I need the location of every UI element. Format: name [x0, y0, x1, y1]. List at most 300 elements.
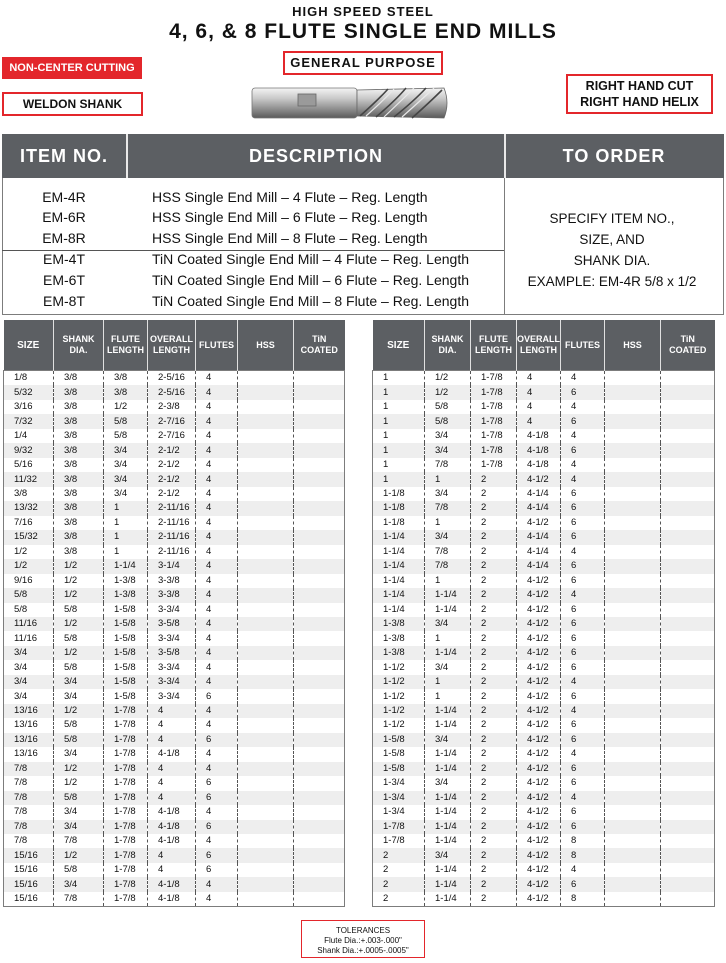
overall-length-cell: 4-1/2 [517, 617, 561, 631]
overall-length-cell: 4-1/2 [517, 603, 561, 617]
table-row [4, 704, 345, 718]
flute-length-cell: 1-3/8 [104, 574, 148, 588]
table-row [4, 646, 345, 660]
item-number: EM-8R [42, 230, 86, 246]
flute-length-cell: 2 [471, 877, 517, 891]
overall-length-cell: 4 [517, 371, 561, 386]
shank-cell: 5/8 [425, 414, 471, 428]
tin-cell [294, 545, 345, 559]
col-flute-length-line: FLUTE [111, 334, 140, 344]
tin-cell [294, 834, 345, 848]
tin-cell [294, 646, 345, 660]
shank-cell: 3/8 [54, 414, 104, 428]
overall-length-cell: 3-3/4 [148, 660, 196, 674]
flute-length-cell: 1-7/8 [104, 718, 148, 732]
table-row [373, 718, 715, 732]
size-cell: 3/4 [4, 646, 54, 660]
shank-cell: 3/4 [425, 848, 471, 862]
flute-length-cell: 3/4 [104, 458, 148, 472]
tin-cell [294, 675, 345, 689]
hss-cell [605, 660, 661, 674]
flutes-cell: 4 [196, 371, 238, 386]
flute-length-cell: 1-7/8 [104, 877, 148, 891]
size-cell: 1-1/2 [383, 661, 405, 673]
shank-cell: 1/2 [54, 588, 104, 602]
hss-cell [238, 400, 294, 414]
flute-length-cell: 2 [471, 617, 517, 631]
flutes-cell: 6 [196, 848, 238, 862]
hss-cell [605, 545, 661, 559]
tin-cell [661, 689, 715, 703]
flute-length-cell: 2 [471, 776, 517, 790]
size-cell: 7/8 [4, 762, 54, 776]
overall-length-cell: 3-5/8 [148, 646, 196, 660]
size-cell: 1 [383, 430, 389, 442]
flute-length-cell: 1-7/8 [104, 805, 148, 819]
flutes-cell: 8 [561, 834, 605, 848]
flute-length-cell: 1-5/8 [104, 646, 148, 660]
col-flute-length [104, 320, 148, 371]
hss-cell [238, 892, 294, 907]
shank-cell: 1-1/4 [425, 791, 471, 805]
table-row [373, 458, 715, 472]
hss-cell [605, 501, 661, 515]
table-row [373, 574, 715, 588]
flutes-cell: 4 [196, 646, 238, 660]
tin-cell [661, 675, 715, 689]
tin-cell [661, 400, 715, 414]
tin-cell [294, 704, 345, 718]
size-cell: 7/8 [4, 791, 54, 805]
col-flutes: FLUTES [196, 320, 238, 371]
size-cell: 13/16 [14, 719, 38, 731]
flute-length-cell: 1-7/8 [104, 762, 148, 776]
size-cell: 1-1/8 [373, 501, 425, 515]
spec-table-left [3, 320, 345, 907]
col-flute-length-line: FLUTE [479, 334, 508, 344]
flute-length-cell: 1-7/8 [471, 429, 517, 443]
hss-cell [605, 762, 661, 776]
col-flute-length [471, 320, 517, 371]
flutes-cell: 4 [196, 472, 238, 486]
flutes-cell: 4 [196, 660, 238, 674]
flutes-cell: 4 [196, 892, 238, 907]
table-row [373, 834, 715, 848]
shank-cell: 3/4 [425, 487, 471, 501]
hss-cell [605, 443, 661, 457]
size-cell: 1-3/4 [383, 806, 405, 818]
col-to-order: TO ORDER [562, 146, 666, 166]
hss-cell [238, 501, 294, 515]
to-order-line: SHANK DIA. [573, 253, 651, 268]
tin-cell [294, 574, 345, 588]
flute-length-cell: 3/4 [104, 472, 148, 486]
flutes-cell: 6 [561, 530, 605, 544]
item-description: TiN Coated Single End Mill – 4 Flute – Reg. Length [152, 251, 469, 267]
shank-cell: 5/8 [54, 733, 104, 747]
size-cell: 11/16 [4, 617, 54, 631]
hss-cell [238, 646, 294, 660]
col-hss: HSS [605, 320, 661, 371]
hss-cell [238, 487, 294, 501]
col-overall-length-line: LENGTH [520, 345, 557, 355]
col-shank-dia [54, 320, 104, 371]
tin-cell [294, 660, 345, 674]
flutes-cell: 4 [196, 414, 238, 428]
overall-length-cell: 2-7/16 [148, 414, 196, 428]
flute-length-cell: 2 [471, 588, 517, 602]
overall-length-cell: 4 [148, 704, 196, 718]
flutes-cell: 4 [196, 516, 238, 530]
shank-cell: 7/8 [425, 458, 471, 472]
shank-tolerance: Shank Dia.:+.0005-.0005" [317, 946, 409, 955]
size-cell: 1-1/4 [383, 603, 405, 615]
table-row [373, 660, 715, 674]
hss-cell [238, 516, 294, 530]
table-row [373, 443, 715, 457]
general-purpose-badge: GENERAL PURPOSE [283, 51, 443, 75]
flutes-cell: 4 [196, 834, 238, 848]
overall-length-cell: 4-1/2 [517, 718, 561, 732]
overall-length-cell: 2-1/2 [148, 472, 196, 486]
overall-length-cell: 4 [517, 400, 561, 414]
non-center-cutting-badge: NON-CENTER CUTTING [2, 57, 142, 79]
hss-cell [605, 588, 661, 602]
table-row [4, 400, 345, 414]
shank-cell: 3/8 [54, 429, 104, 443]
flutes-cell: 8 [561, 848, 605, 862]
hss-cell [238, 791, 294, 805]
overall-length-cell: 4-1/2 [517, 877, 561, 891]
flutes-cell: 6 [561, 516, 605, 530]
page-title: 4, 6, & 8 FLUTE SINGLE END MILLS [169, 20, 557, 43]
size-cell: 7/16 [14, 516, 33, 528]
table-row [373, 776, 715, 790]
flutes-cell: 4 [196, 603, 238, 617]
col-overall-length [148, 320, 196, 371]
overall-length-cell: 4-1/2 [517, 892, 561, 907]
weldon-shank-badge: WELDON SHANK [2, 92, 143, 116]
size-cell: 1 [373, 443, 425, 457]
tin-cell [661, 791, 715, 805]
hss-cell [605, 617, 661, 631]
size-cell: 7/8 [4, 820, 54, 834]
overall-length-cell: 3-3/4 [148, 603, 196, 617]
flute-length-cell: 2 [471, 704, 517, 718]
flute-length-cell: 2 [471, 747, 517, 761]
flutes-cell: 6 [196, 689, 238, 703]
table-row [4, 877, 345, 891]
flutes-cell: 4 [561, 704, 605, 718]
overall-length-cell: 2-5/16 [148, 371, 196, 386]
flutes-cell: 4 [561, 747, 605, 761]
flutes-cell: 6 [196, 776, 238, 790]
flute-length-cell: 2 [471, 487, 517, 501]
hss-cell [605, 559, 661, 573]
overall-length-cell: 2-11/16 [148, 545, 196, 559]
tin-cell [294, 733, 345, 747]
tin-cell [661, 516, 715, 530]
size-cell: 1-5/8 [373, 762, 425, 776]
col-tin-coated [661, 320, 715, 371]
tin-cell [294, 603, 345, 617]
flutes-cell: 4 [196, 385, 238, 399]
tin-cell [661, 501, 715, 515]
table-row [4, 603, 345, 617]
shank-cell: 3/4 [425, 733, 471, 747]
table-row [373, 472, 715, 486]
hss-cell [605, 530, 661, 544]
tin-cell [661, 762, 715, 776]
table-row [4, 414, 345, 428]
flute-length-cell: 1-7/8 [104, 704, 148, 718]
subtitle: HIGH SPEED STEEL [292, 4, 434, 19]
table-row [4, 516, 345, 530]
col-tin-coated-line: TiN [312, 334, 327, 344]
table-row [373, 704, 715, 718]
flute-length-cell: 1-7/8 [104, 791, 148, 805]
size-cell: 11/32 [4, 472, 54, 486]
table-row [4, 559, 345, 573]
table-row [373, 400, 715, 414]
item-number: EM-6R [42, 209, 86, 225]
hss-cell [605, 805, 661, 819]
hss-cell [238, 863, 294, 877]
flutes-cell: 6 [561, 689, 605, 703]
tin-cell [294, 530, 345, 544]
shank-cell: 1-1/4 [425, 588, 471, 602]
tin-cell [661, 848, 715, 862]
overall-length-cell: 4-1/2 [517, 863, 561, 877]
size-cell: 1/2 [14, 545, 28, 557]
hss-cell [238, 429, 294, 443]
item-description: TiN Coated Single End Mill – 6 Flute – Reg. Length [152, 272, 469, 288]
shank-cell: 3/4 [54, 877, 104, 891]
table-row [4, 574, 345, 588]
flute-length-cell: 1-7/8 [104, 733, 148, 747]
table-row [373, 747, 715, 761]
flute-length-cell: 1-5/8 [104, 689, 148, 703]
shank-cell: 1/2 [54, 646, 104, 660]
tin-cell [661, 805, 715, 819]
shank-cell: 1-1/4 [425, 820, 471, 834]
col-tin-coated-line: COATED [669, 345, 707, 355]
shank-cell: 1/2 [425, 385, 471, 399]
shank-cell: 3/4 [425, 443, 471, 457]
table-row [4, 776, 345, 790]
size-cell: 1-1/2 [383, 719, 405, 731]
size-cell: 15/16 [4, 877, 54, 891]
flutes-cell: 4 [196, 805, 238, 819]
tin-cell [294, 747, 345, 761]
hss-cell [238, 458, 294, 472]
tin-cell [661, 458, 715, 472]
shank-cell: 3/8 [54, 385, 104, 399]
tolerances-box [301, 920, 425, 958]
flutes-cell: 4 [561, 458, 605, 472]
hss-cell [605, 733, 661, 747]
shank-cell: 5/8 [54, 631, 104, 645]
flutes-cell: 6 [561, 559, 605, 573]
tin-cell [661, 603, 715, 617]
shank-cell: 1/2 [54, 617, 104, 631]
shank-cell: 7/8 [425, 501, 471, 515]
overall-length-cell: 2-7/16 [148, 429, 196, 443]
to-order-instructions [506, 208, 718, 292]
overall-length-cell: 4-1/2 [517, 805, 561, 819]
shank-cell: 3/8 [54, 400, 104, 414]
to-order-line: SIZE, AND [579, 232, 645, 247]
overall-length-cell: 4-1/4 [517, 530, 561, 544]
overall-length-cell: 4-1/2 [517, 631, 561, 645]
hss-cell [605, 487, 661, 501]
end-mill-illustration [248, 80, 458, 125]
overall-length-cell: 4-1/2 [517, 791, 561, 805]
table-row [373, 675, 715, 689]
size-cell: 1-1/2 [373, 704, 425, 718]
shank-cell: 3/4 [425, 429, 471, 443]
right-hand-badge [566, 74, 713, 114]
table-row [4, 371, 345, 386]
overall-length-cell: 4-1/8 [517, 443, 561, 457]
tin-cell [294, 892, 345, 907]
table-row [4, 675, 345, 689]
col-overall-length-line: OVERALL [517, 334, 561, 344]
size-cell: 11/16 [14, 632, 38, 644]
table-row [4, 588, 345, 602]
flutes-cell: 4 [196, 718, 238, 732]
size-cell: 5/8 [4, 588, 54, 602]
tin-cell [294, 689, 345, 703]
flute-length-cell: 1 [104, 516, 148, 530]
flutes-cell: 6 [561, 487, 605, 501]
item-description: HSS Single End Mill – 4 Flute – Reg. Length [152, 189, 428, 205]
flute-length-cell: 1-7/8 [104, 892, 148, 907]
overall-length-cell: 4-1/2 [517, 704, 561, 718]
table-row [373, 863, 715, 877]
flute-length-cell: 2 [471, 472, 517, 486]
hss-cell [605, 892, 661, 907]
table-row [373, 820, 715, 834]
flutes-cell: 4 [196, 574, 238, 588]
col-flute-length-line: LENGTH [107, 345, 144, 355]
size-cell: 1/2 [4, 559, 54, 573]
hss-cell [238, 545, 294, 559]
size-cell: 15/32 [4, 530, 54, 544]
table-row [373, 631, 715, 645]
table-row [4, 487, 345, 501]
flute-length-cell: 2 [471, 660, 517, 674]
hss-cell [238, 371, 294, 386]
shank-cell: 1 [425, 675, 471, 689]
overall-length-cell: 2-3/8 [148, 400, 196, 414]
shank-cell: 3/4 [54, 747, 104, 761]
shank-cell: 1-1/4 [425, 704, 471, 718]
flute-length-cell: 1/2 [104, 400, 148, 414]
size-cell: 15/16 [14, 893, 38, 905]
tin-cell [661, 588, 715, 602]
tin-cell [661, 892, 715, 907]
flutes-cell: 8 [561, 892, 605, 907]
table-row [373, 588, 715, 602]
shank-cell: 1/2 [54, 848, 104, 862]
flutes-cell: 4 [561, 545, 605, 559]
flutes-cell: 6 [561, 660, 605, 674]
shank-cell: 3/8 [54, 443, 104, 457]
overall-length-cell: 3-3/4 [148, 689, 196, 703]
overall-length-cell: 4-1/4 [517, 559, 561, 573]
overall-length-cell: 4 [517, 414, 561, 428]
col-tin-coated-line: COATED [300, 345, 338, 355]
flute-length-cell: 2 [471, 718, 517, 732]
overall-length-cell: 4-1/2 [517, 675, 561, 689]
tin-cell [661, 371, 715, 386]
flute-length-cell: 1-3/8 [104, 588, 148, 602]
shank-cell: 3/8 [54, 516, 104, 530]
size-cell: 1-1/4 [373, 530, 425, 544]
overall-length-cell: 4-1/8 [148, 747, 196, 761]
table-row [4, 617, 345, 631]
hss-cell [605, 848, 661, 862]
shank-cell: 3/4 [425, 776, 471, 790]
overall-length-cell: 4-1/8 [148, 805, 196, 819]
hss-cell [238, 530, 294, 544]
flute-length-cell: 1-5/8 [104, 631, 148, 645]
flute-length-cell: 1-7/8 [471, 414, 517, 428]
hss-cell [238, 848, 294, 862]
hss-cell [605, 400, 661, 414]
flute-length-cell: 1-7/8 [471, 371, 517, 386]
overall-length-cell: 4-1/8 [517, 458, 561, 472]
hss-cell [238, 660, 294, 674]
flutes-cell: 6 [196, 791, 238, 805]
overall-length-cell: 4-1/2 [517, 660, 561, 674]
table-row [4, 429, 345, 443]
size-cell: 3/16 [14, 401, 33, 413]
flutes-cell: 6 [196, 863, 238, 877]
tin-cell [661, 704, 715, 718]
overall-length-cell: 4 [148, 848, 196, 862]
overall-length-cell: 4-1/2 [517, 834, 561, 848]
shank-cell: 1/2 [425, 371, 471, 386]
flutes-cell: 4 [196, 487, 238, 501]
shank-cell: 3/4 [54, 675, 104, 689]
size-cell: 7/8 [14, 777, 28, 789]
hss-cell [238, 559, 294, 573]
overall-length-cell: 4 [148, 733, 196, 747]
hss-cell [605, 834, 661, 848]
flute-length-cell: 1-7/8 [471, 385, 517, 399]
size-cell: 3/4 [4, 675, 54, 689]
flute-length-cell: 1 [104, 545, 148, 559]
overall-length-cell: 4 [148, 863, 196, 877]
col-size: SIZE [373, 320, 425, 371]
col-shank-dia-line: DIA. [69, 345, 88, 355]
shank-cell: 7/8 [54, 892, 104, 907]
shank-cell: 5/8 [54, 863, 104, 877]
size-cell: 3/8 [14, 487, 28, 499]
overall-length-cell: 4-1/2 [517, 820, 561, 834]
flutes-cell: 4 [196, 545, 238, 559]
hss-cell [605, 603, 661, 617]
flutes-cell: 4 [196, 588, 238, 602]
tin-cell [661, 414, 715, 428]
size-cell: 1-1/4 [373, 559, 425, 573]
shank-cell: 3/8 [54, 530, 104, 544]
hss-cell [238, 574, 294, 588]
tin-cell [661, 776, 715, 790]
shank-cell: 1 [425, 631, 471, 645]
